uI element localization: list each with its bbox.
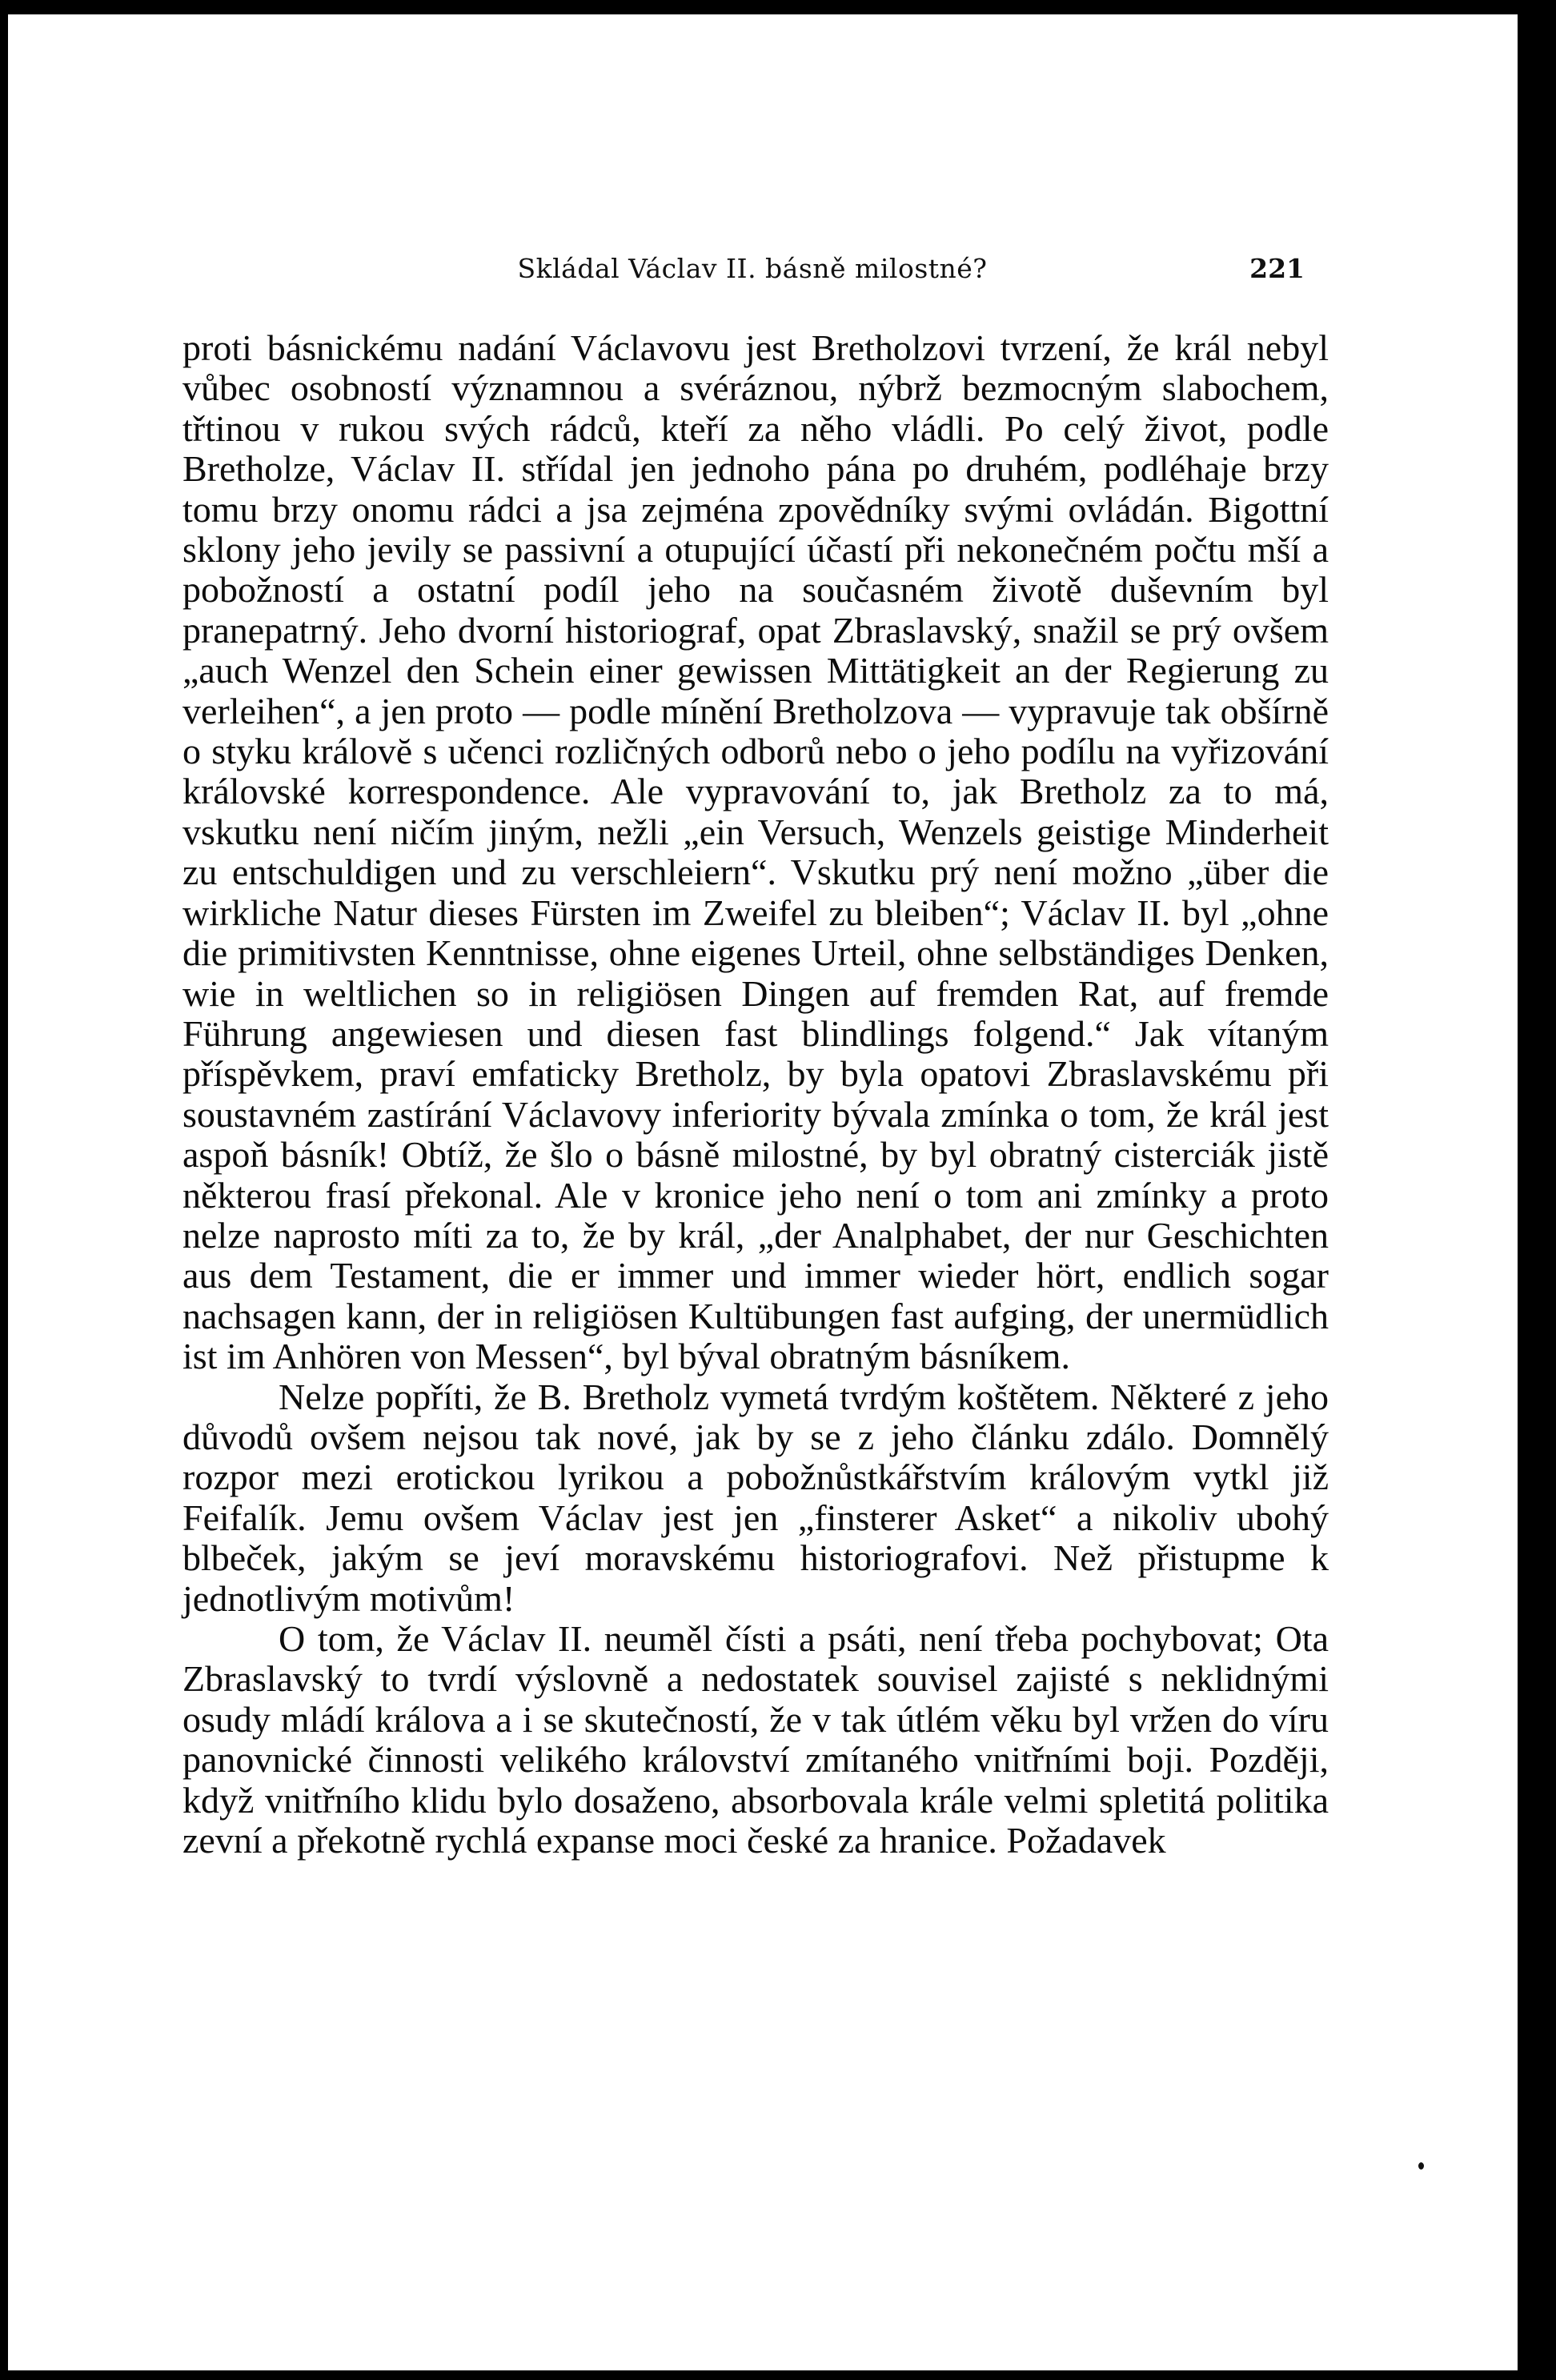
scan-speck xyxy=(1418,2162,1424,2170)
book-page xyxy=(8,14,1518,2370)
running-title: Skládal Václav II. básně milostné? xyxy=(517,253,988,284)
paragraph: proti básnickému nadání Václavovu jest Bretholzovi tvrzení, že král nebyl vůbec osobností významnou a svéráznou, nýbrž bezmocným slabochem, třtinou v rukou svých rádců, kteří za něho vládli. Po celý život, podle Bretholze, Václav II. střídal jen jednoho pána po druhém, podléhaje brzy tomu brzy onomu rádci a jsa zejména zpovědníky svými ovládán. Bigottní sklony jeho jevily se passivní a otupující účastí při nekonečném počtu mší a pobožností a ostatní podíl jeho na současném životě duševním byl pranepatrný. Jeho dvorní historiograf, opat Zbraslavský, snažil se prý ovšem „auch Wenzel den Schein einer gewissen Mittätigkeit an der Regierung zu verleihen“, a jen proto — podle mínění Bretholzova — vypravuje tak obšírně o styku královĕ s učenci rozličných odborů nebo o jeho podílu na vyřizování královské korrespondence. Ale vypravování to, jak Bretholz za to má, vskutku není ničím jiným, nežli „ein Versuch, Wenzels geistige Minderheit zu entschuldigen und zu verschleiern“. Vskutku prý není možno „über die wirkliche Natur dieses Fürsten im Zweifel zu bleiben“; Václav II. byl „ohne die primitivsten Kenntnisse, ohne eigenes Urteil, ohne selbständiges Denken, wie in weltlichen so in religiösen Dingen auf fremden Rat, auf fremde Führung angewiesen und diesen fast blindlings folgend.“ Jak vítaným příspěvkem, praví emfaticky Bretholz, by byla opatovi Zbraslavskému při soustavném zastírání Václavovy inferiority bývala zmínka o tom, že král jest aspoň básník! Obtíž, že šlo o básně milostné, by byl obratný cisterciák jistě některou frasí překonal. Ale v kronice jeho není o tom ani zmínky a proto nelze naprosto míti za to, že by král, „der Analphabet, der nur Geschichten aus dem Testament, die er immer und immer wieder hört, endlich sogar nachsagen kann, der in religiösen Kultübungen fast aufging, der unermüdlich ist im Anhören von Messen“, byl býval obratným básníkem. xyxy=(182,327,1329,1377)
running-head xyxy=(184,253,1321,293)
paragraph: Nelze popříti, že B. Bretholz vymetá tvrdým koštětem. Některé z jeho důvodů ovšem nejsou tak nové, jak by se z jeho článku zdálo. Domnělý rozpor mezi erotickou lyrikou a pobožnůstkářstvím královým vytkl již Feifalík. Jemu ovšem Václav jest jen „finsterer Asket“ a nikoliv ubohý blbeček, jakým se jeví moravskému historiografovi. Než přistupme k jednotlivým motivům! xyxy=(182,1376,1329,1619)
body-text xyxy=(182,328,1329,1861)
paragraph: O tom, že Václav II. neuměl čísti a psáti, není třeba pochybovat; Ota Zbraslavský to tvrdí výslovně a nedostatek souvisel zajisté s neklidnými osudy mládí králova a i se skutečností, že v tak útlém věku byl vržen do víru panovnické činnosti velikého království zmítaného vnitřními boji. Později, když vnitřního klidu bylo dosaženo, absorbovala krále velmi spletitá politika zevní a překotně rychlá expanse moci české za hranice. Požadavek xyxy=(182,1618,1329,1861)
page-number: 221 xyxy=(1249,253,1305,284)
